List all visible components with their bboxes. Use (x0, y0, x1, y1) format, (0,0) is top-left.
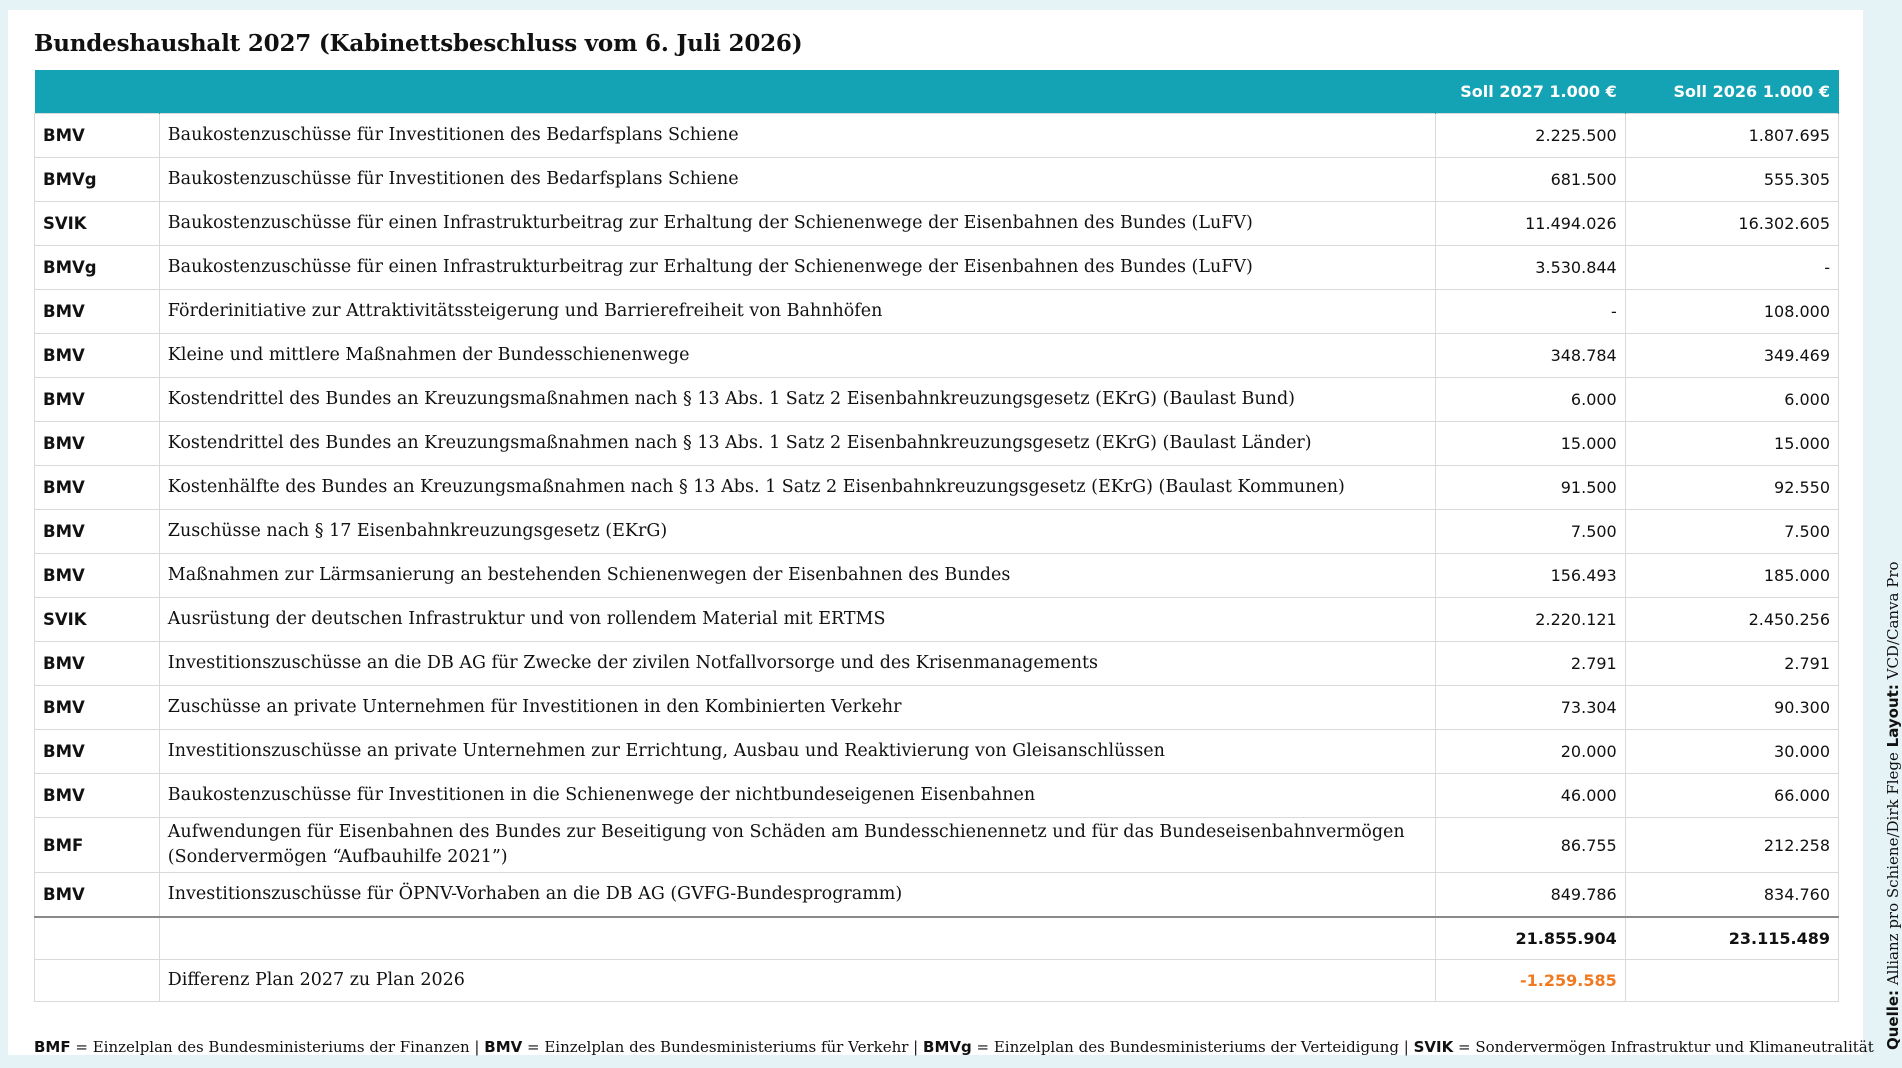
table-row (35, 686, 1839, 730)
table-row (35, 730, 1839, 774)
legend-text-svik: = Sondervermögen Infrastruktur und Klimaneutralität (1453, 1038, 1874, 1056)
header-soll-2026: Soll 2026 1.000 € (1625, 70, 1838, 114)
total-soll-2027: 21.855.904 (1435, 917, 1625, 960)
table-row (35, 873, 1839, 918)
row-description: Kostendrittel des Bundes an Kreuzungsmaßnahmen nach § 13 Abs. 1 Satz 2 Eisenbahnkreuzungsgesetz (EKrG) (Baulast Bund) (159, 378, 1435, 422)
table-row (35, 774, 1839, 818)
row-code: SVIK (35, 202, 160, 246)
row-soll-2027: 2.225.500 (1435, 114, 1625, 158)
row-description: Zuschüsse an private Unternehmen für Investitionen in den Kombinierten Verkehr (159, 686, 1435, 730)
row-soll-2026: 349.469 (1625, 334, 1838, 378)
row-description: Investitionszuschüsse für ÖPNV-Vorhaben an die DB AG (GVFG-Bundesprogramm) (159, 873, 1435, 918)
row-soll-2026: - (1625, 246, 1838, 290)
row-soll-2027: 6.000 (1435, 378, 1625, 422)
row-description: Kostendrittel des Bundes an Kreuzungsmaßnahmen nach § 13 Abs. 1 Satz 2 Eisenbahnkreuzungsgesetz (EKrG) (Baulast Länder) (159, 422, 1435, 466)
row-code: BMV (35, 686, 160, 730)
row-description: Kostenhälfte des Bundes an Kreuzungsmaßnahmen nach § 13 Abs. 1 Satz 2 Eisenbahnkreuzungsgesetz (EKrG) (Baulast Kommunen) (159, 466, 1435, 510)
row-soll-2026: 2.450.256 (1625, 598, 1838, 642)
table-row (35, 202, 1839, 246)
difference-row (35, 960, 1839, 1002)
row-code: BMF (35, 818, 160, 873)
row-description: Investitionszuschüsse an private Unternehmen zur Errichtung, Ausbau und Reaktivierung von Gleisanschlüssen (159, 730, 1435, 774)
table-row (35, 554, 1839, 598)
row-description: Baukostenzuschüsse für einen Infrastrukturbeitrag zur Erhaltung der Schienenwege der Eisenbahnen des Bundes (LuFV) (159, 246, 1435, 290)
difference-empty-cell (1625, 960, 1838, 1002)
row-code: BMVg (35, 246, 160, 290)
row-soll-2026: 555.305 (1625, 158, 1838, 202)
row-soll-2027: 156.493 (1435, 554, 1625, 598)
legend-abbr-svik: SVIK (1413, 1038, 1454, 1056)
row-code: BMV (35, 114, 160, 158)
row-description: Aufwendungen für Eisenbahnen des Bundes zur Beseitigung von Schäden am Bundesschienennetz und für das Bundeseisenbahnvermögen (Sondervermögen “Aufbauhilfe 2021”) (159, 818, 1435, 873)
content-card (8, 10, 1874, 1056)
credit-layout-text: VCD/Canva Pro (1884, 561, 1902, 685)
row-description: Baukostenzuschüsse für Investitionen des Bedarfsplans Schiene (159, 114, 1435, 158)
header-description (159, 70, 1435, 114)
row-code: BMV (35, 873, 160, 918)
row-code: BMV (35, 730, 160, 774)
row-soll-2027: 681.500 (1435, 158, 1625, 202)
credit-source-text: Allianz pro Schiene/Dirk Flege (1884, 747, 1902, 990)
total-label-cell (159, 917, 1435, 960)
row-soll-2026: 185.000 (1625, 554, 1838, 598)
row-soll-2026: 15.000 (1625, 422, 1838, 466)
row-soll-2027: 7.500 (1435, 510, 1625, 554)
row-code: BMV (35, 774, 160, 818)
legend-footer (34, 1038, 1874, 1056)
table-row (35, 642, 1839, 686)
legend-abbr-bmf: BMF (34, 1038, 71, 1056)
row-code: BMV (35, 510, 160, 554)
source-credit (1884, 561, 1902, 1050)
table-row (35, 422, 1839, 466)
row-code: SVIK (35, 598, 160, 642)
row-description: Kleine und mittlere Maßnahmen der Bundesschienenwege (159, 334, 1435, 378)
credit-source-label: Quelle: (1884, 989, 1902, 1050)
table-row (35, 598, 1839, 642)
row-code: BMV (35, 334, 160, 378)
row-soll-2026: 2.791 (1625, 642, 1838, 686)
row-soll-2027: - (1435, 290, 1625, 334)
row-soll-2027: 15.000 (1435, 422, 1625, 466)
row-soll-2026: 16.302.605 (1625, 202, 1838, 246)
header-soll-2027: Soll 2027 1.000 € (1435, 70, 1625, 114)
row-code: BMVg (35, 158, 160, 202)
row-code: BMV (35, 466, 160, 510)
row-code: BMV (35, 290, 160, 334)
row-soll-2027: 11.494.026 (1435, 202, 1625, 246)
header-code (35, 70, 160, 114)
row-soll-2026: 66.000 (1625, 774, 1838, 818)
row-soll-2026: 7.500 (1625, 510, 1838, 554)
row-soll-2027: 73.304 (1435, 686, 1625, 730)
table-row (35, 158, 1839, 202)
table-row (35, 334, 1839, 378)
row-code: BMV (35, 554, 160, 598)
row-soll-2026: 30.000 (1625, 730, 1838, 774)
row-description: Investitionszuschüsse an die DB AG für Zwecke der zivilen Notfallvorsorge und des Krisenmanagements (159, 642, 1435, 686)
row-soll-2027: 20.000 (1435, 730, 1625, 774)
table-row (35, 246, 1839, 290)
row-description: Zuschüsse nach § 17 Eisenbahnkreuzungsgesetz (EKrG) (159, 510, 1435, 554)
difference-value: -1.259.585 (1435, 960, 1625, 1002)
table-body (35, 114, 1839, 1002)
table-row (35, 466, 1839, 510)
row-soll-2026: 92.550 (1625, 466, 1838, 510)
row-soll-2026: 108.000 (1625, 290, 1838, 334)
row-code: BMV (35, 378, 160, 422)
row-description: Förderinitiative zur Attraktivitätssteigerung und Barrierefreiheit von Bahnhöfen (159, 290, 1435, 334)
row-soll-2026: 834.760 (1625, 873, 1838, 918)
total-code-cell (35, 917, 160, 960)
row-soll-2027: 3.530.844 (1435, 246, 1625, 290)
total-soll-2026: 23.115.489 (1625, 917, 1838, 960)
row-description: Baukostenzuschüsse für Investitionen in die Schienenwege der nichtbundeseigenen Eisenbahnen (159, 774, 1435, 818)
table-row (35, 114, 1839, 158)
row-description: Ausrüstung der deutschen Infrastruktur und von rollendem Material mit ERTMS (159, 598, 1435, 642)
row-soll-2027: 2.220.121 (1435, 598, 1625, 642)
row-description: Baukostenzuschüsse für einen Infrastrukturbeitrag zur Erhaltung der Schienenwege der Eisenbahnen des Bundes (LuFV) (159, 202, 1435, 246)
table-row (35, 378, 1839, 422)
credit-layout-label: Layout: (1884, 684, 1902, 748)
row-soll-2026: 212.258 (1625, 818, 1838, 873)
table-row (35, 510, 1839, 554)
row-soll-2027: 46.000 (1435, 774, 1625, 818)
row-soll-2026: 1.807.695 (1625, 114, 1838, 158)
legend-abbr-bmv: BMV (484, 1038, 523, 1056)
row-code: BMV (35, 642, 160, 686)
row-code: BMV (35, 422, 160, 466)
row-soll-2027: 348.784 (1435, 334, 1625, 378)
table-row (35, 818, 1839, 873)
row-soll-2027: 86.755 (1435, 818, 1625, 873)
difference-code-cell (35, 960, 160, 1002)
table-header-row (35, 70, 1839, 114)
row-soll-2027: 91.500 (1435, 466, 1625, 510)
page-title: Bundeshaushalt 2027 (Kabinettsbeschluss vom 6. Juli 2026) (34, 30, 803, 57)
difference-label: Differenz Plan 2027 zu Plan 2026 (159, 960, 1435, 1002)
row-soll-2026: 6.000 (1625, 378, 1838, 422)
table-row (35, 290, 1839, 334)
legend-text-bmf: = Einzelplan des Bundesministeriums der Finanzen | (70, 1038, 485, 1056)
total-row (35, 917, 1839, 960)
legend-text-bmv: = Einzelplan des Bundesministeriums für Verkehr | (522, 1038, 924, 1056)
row-soll-2026: 90.300 (1625, 686, 1838, 730)
row-description: Maßnahmen zur Lärmsanierung an bestehenden Schienenwegen der Eisenbahnen des Bundes (159, 554, 1435, 598)
row-description: Baukostenzuschüsse für Investitionen des Bedarfsplans Schiene (159, 158, 1435, 202)
legend-abbr-bmvg: BMVg (923, 1038, 972, 1056)
legend-text-bmvg: = Einzelplan des Bundesministeriums der Verteidigung | (971, 1038, 1414, 1056)
row-soll-2027: 849.786 (1435, 873, 1625, 918)
row-soll-2027: 2.791 (1435, 642, 1625, 686)
budget-table (34, 70, 1839, 1002)
